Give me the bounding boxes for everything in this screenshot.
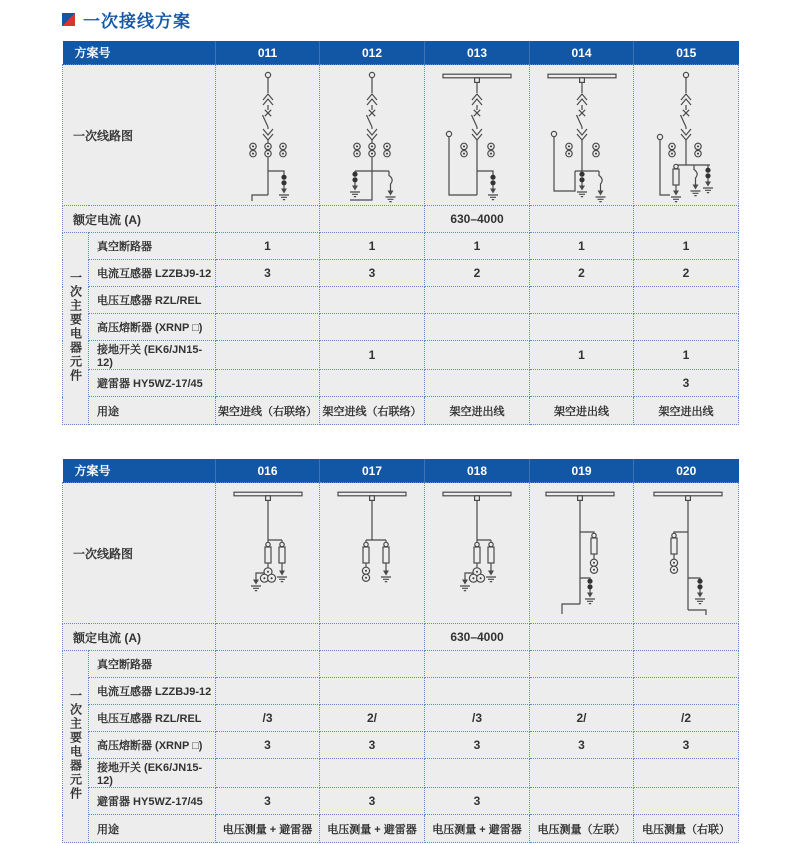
component-value-cell: 2 <box>530 260 634 287</box>
component-label: 电压互感器 RZL/REL <box>89 287 216 314</box>
usage-value-cell: 架空进出线 <box>530 397 634 425</box>
table-row <box>63 314 739 341</box>
component-value-cell <box>216 759 320 788</box>
scheme-number: 013 <box>425 41 530 65</box>
rated-current-empty-cell <box>320 624 425 651</box>
rated-current-empty-cell <box>634 206 739 233</box>
component-value-cell <box>216 678 320 705</box>
component-label: 真空断路器 <box>89 651 216 678</box>
circuit-diagram-011 <box>216 66 320 204</box>
scheme-number: 017 <box>320 459 425 483</box>
diagram-cell <box>634 483 739 624</box>
scheme-number: 014 <box>530 41 634 65</box>
component-value-cell: 2 <box>425 260 530 287</box>
component-label: 避雷器 HY5WZ-17/45 <box>89 370 216 397</box>
component-value-cell: 1 <box>634 233 739 260</box>
component-value-cell <box>216 314 320 341</box>
component-value-cell <box>634 651 739 678</box>
component-label: 高压熔断器 (XRNP □) <box>89 314 216 341</box>
usage-value-cell: 架空进线（右联络） <box>320 397 425 425</box>
component-value-cell <box>530 370 634 397</box>
table-row <box>63 815 739 843</box>
circuit-diagram-018 <box>425 484 529 622</box>
diagram-cell <box>530 483 634 624</box>
usage-label: 用途 <box>89 815 216 843</box>
page-title: 一次接线方案 <box>83 11 191 31</box>
component-value-cell <box>320 651 425 678</box>
diagram-cell <box>634 65 739 206</box>
table-row <box>63 732 739 759</box>
component-value-cell <box>634 788 739 815</box>
component-label: 避雷器 HY5WZ-17/45 <box>89 788 216 815</box>
table-row <box>63 459 739 483</box>
diagram-row-label: 一次线路图 <box>63 65 216 206</box>
component-value-cell <box>425 651 530 678</box>
component-value-cell <box>320 678 425 705</box>
rated-current-empty-cell <box>530 206 634 233</box>
usage-value-cell: 电压测量 + 避雷器 <box>320 815 425 843</box>
component-value-cell: 3 <box>634 732 739 759</box>
component-value-cell: /3 <box>425 705 530 732</box>
component-value-cell <box>216 651 320 678</box>
table-row <box>63 788 739 815</box>
component-value-cell <box>634 314 739 341</box>
scheme-number: 011 <box>216 41 320 65</box>
component-value-cell <box>634 287 739 314</box>
rated-current-label: 额定电流 (A) <box>63 206 216 233</box>
component-value-cell <box>216 341 320 370</box>
section-header <box>62 9 800 29</box>
table-row <box>63 705 739 732</box>
component-value-cell <box>320 314 425 341</box>
table-row <box>63 206 739 233</box>
component-value-cell <box>425 759 530 788</box>
table-row <box>63 287 739 314</box>
rated-current-empty-cell <box>634 624 739 651</box>
component-value-cell <box>425 314 530 341</box>
component-value-cell: 3 <box>425 788 530 815</box>
table-row <box>63 341 739 370</box>
circuit-diagram-013 <box>425 66 529 204</box>
scheme-number: 015 <box>634 41 739 65</box>
rated-current-value-cell: 630–4000 <box>425 624 530 651</box>
component-value-cell: 1 <box>530 341 634 370</box>
scheme-number: 018 <box>425 459 530 483</box>
table-row <box>63 624 739 651</box>
component-label: 接地开关 (EK6/JN15-12) <box>89 759 216 788</box>
component-value-cell <box>530 287 634 314</box>
component-value-cell: 2/ <box>530 705 634 732</box>
table-row <box>63 260 739 287</box>
component-label: 接地开关 (EK6/JN15-12) <box>89 341 216 370</box>
scheme-table-1 <box>62 41 739 425</box>
component-value-cell: 1 <box>216 233 320 260</box>
rated-current-empty-cell <box>216 206 320 233</box>
component-value-cell <box>530 788 634 815</box>
table-row <box>63 370 739 397</box>
table-row <box>63 483 739 624</box>
component-value-cell <box>530 651 634 678</box>
component-value-cell: 3 <box>320 788 425 815</box>
rated-current-value-cell: 630–4000 <box>425 206 530 233</box>
circuit-diagram-012 <box>320 66 424 204</box>
component-value-cell: 1 <box>530 233 634 260</box>
component-value-cell: /3 <box>216 705 320 732</box>
diagram-row-label: 一次线路图 <box>63 483 216 624</box>
circuit-diagram-014 <box>530 66 634 204</box>
component-value-cell: 1 <box>320 341 425 370</box>
usage-value-cell: 电压测量 + 避雷器 <box>216 815 320 843</box>
usage-value-cell: 架空进线（右联络） <box>216 397 320 425</box>
component-value-cell: 3 <box>216 260 320 287</box>
diagram-cell <box>530 65 634 206</box>
circuit-diagram-017 <box>320 484 424 622</box>
component-value-cell <box>634 759 739 788</box>
circuit-diagram-016 <box>216 484 320 622</box>
component-value-cell: /2 <box>634 705 739 732</box>
title-marker-icon <box>62 13 75 26</box>
component-value-cell <box>425 678 530 705</box>
scheme-number-header: 方案号 <box>63 41 216 65</box>
circuit-diagram-020 <box>634 484 738 622</box>
scheme-number: 020 <box>634 459 739 483</box>
diagram-cell <box>216 483 320 624</box>
component-value-cell: 3 <box>216 788 320 815</box>
component-value-cell: 1 <box>320 233 425 260</box>
component-value-cell: 3 <box>216 732 320 759</box>
table-row <box>63 651 739 678</box>
component-value-cell: 1 <box>634 341 739 370</box>
circuit-diagram-019 <box>530 484 634 622</box>
component-value-cell: 3 <box>530 732 634 759</box>
table-row <box>63 397 739 425</box>
diagram-cell <box>425 65 530 206</box>
table-row <box>63 41 739 65</box>
table-row <box>63 678 739 705</box>
component-value-cell: 2 <box>634 260 739 287</box>
component-group-label: 一次主要电器元件 <box>63 651 89 843</box>
component-label: 电流互感器 LZZBJ9-12 <box>89 260 216 287</box>
usage-value-cell: 电压测量（左联） <box>530 815 634 843</box>
component-value-cell <box>530 678 634 705</box>
component-value-cell <box>216 287 320 314</box>
component-value-cell <box>320 370 425 397</box>
component-value-cell <box>320 287 425 314</box>
usage-value-cell: 架空进出线 <box>634 397 739 425</box>
component-value-cell <box>530 759 634 788</box>
component-value-cell: 3 <box>320 260 425 287</box>
component-label: 电压互感器 RZL/REL <box>89 705 216 732</box>
component-value-cell: 2/ <box>320 705 425 732</box>
circuit-diagram-015 <box>634 66 738 204</box>
table-row <box>63 233 739 260</box>
component-label: 真空断路器 <box>89 233 216 260</box>
rated-current-empty-cell <box>216 624 320 651</box>
table-row <box>63 65 739 206</box>
component-label: 高压熔断器 (XRNP □) <box>89 732 216 759</box>
usage-value-cell: 电压测量 + 避雷器 <box>425 815 530 843</box>
diagram-cell <box>320 65 425 206</box>
scheme-table-2 <box>62 459 739 843</box>
diagram-cell <box>320 483 425 624</box>
component-group-label: 一次主要电器元件 <box>63 233 89 425</box>
component-value-cell <box>634 678 739 705</box>
component-value-cell: 3 <box>634 370 739 397</box>
component-value-cell: 1 <box>425 233 530 260</box>
usage-value-cell: 电压测量（右联） <box>634 815 739 843</box>
scheme-number-header: 方案号 <box>63 459 216 483</box>
component-value-cell <box>216 370 320 397</box>
component-label: 电流互感器 LZZBJ9-12 <box>89 678 216 705</box>
component-value-cell <box>425 370 530 397</box>
component-value-cell <box>425 287 530 314</box>
component-value-cell <box>425 341 530 370</box>
usage-value-cell: 架空进出线 <box>425 397 530 425</box>
component-value-cell <box>320 759 425 788</box>
scheme-number: 019 <box>530 459 634 483</box>
scheme-number: 016 <box>216 459 320 483</box>
usage-label: 用途 <box>89 397 216 425</box>
component-value-cell: 3 <box>320 732 425 759</box>
rated-current-empty-cell <box>530 624 634 651</box>
rated-current-label: 额定电流 (A) <box>63 624 216 651</box>
component-value-cell <box>530 314 634 341</box>
diagram-cell <box>425 483 530 624</box>
diagram-cell <box>216 65 320 206</box>
rated-current-empty-cell <box>320 206 425 233</box>
table-row <box>63 759 739 788</box>
component-value-cell: 3 <box>425 732 530 759</box>
scheme-number: 012 <box>320 41 425 65</box>
